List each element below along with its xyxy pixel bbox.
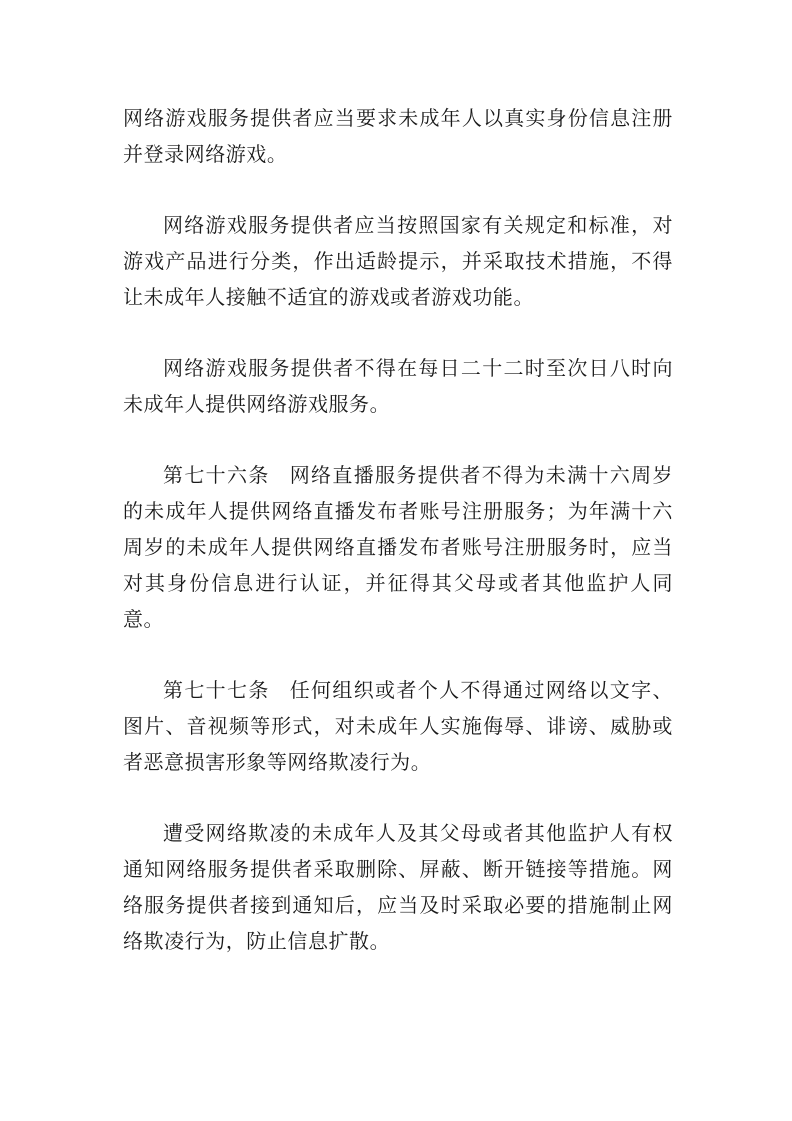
paragraph-1 <box>123 100 673 172</box>
paragraph-6-text: 遭受网络欺凌的未成年人及其父母或者其他监护人有权通知网络服务提供者采取删除、屏蔽、断开链接等措施。网络服务提供者接到通知后，应当及时采取必要的措施制止网络欺凌行为，防止信息扩散。 <box>123 821 673 953</box>
article-77-number: 第七十七条 <box>163 678 270 702</box>
paragraph-3 <box>123 350 673 422</box>
article-77-paragraph <box>123 672 673 780</box>
paragraph-2 <box>123 207 673 315</box>
article-76-text: 网络直播服务提供者不得为未满十六周岁的未成年人提供网络直播发布者账号注册服务；为年满十六周岁的未成年人提供网络直播发布者账号注册服务时，应当对其身份信息进行认证，并征得其父母或者其他监护人同意。 <box>123 463 674 631</box>
document-body <box>123 100 673 994</box>
paragraph-3-text: 网络游戏服务提供者不得在每日二十二时至次日八时向未成年人提供网络游戏服务。 <box>123 356 673 416</box>
article-76-paragraph <box>123 457 673 637</box>
paragraph-2-text: 网络游戏服务提供者应当按照国家有关规定和标准，对游戏产品进行分类，作出适龄提示，并采取技术措施，不得让未成年人接触不适宜的游戏或者游戏功能。 <box>123 213 673 309</box>
paragraph-1-text: 网络游戏服务提供者应当要求未成年人以真实身份信息注册并登录网络游戏。 <box>123 106 673 166</box>
article-76-number: 第七十六条 <box>163 463 270 487</box>
paragraph-6 <box>123 815 673 959</box>
article-77-text: 任何组织或者个人不得通过网络以文字、图片、音视频等形式，对未成年人实施侮辱、诽谤、威胁或者恶意损害形象等网络欺凌行为。 <box>123 678 674 774</box>
